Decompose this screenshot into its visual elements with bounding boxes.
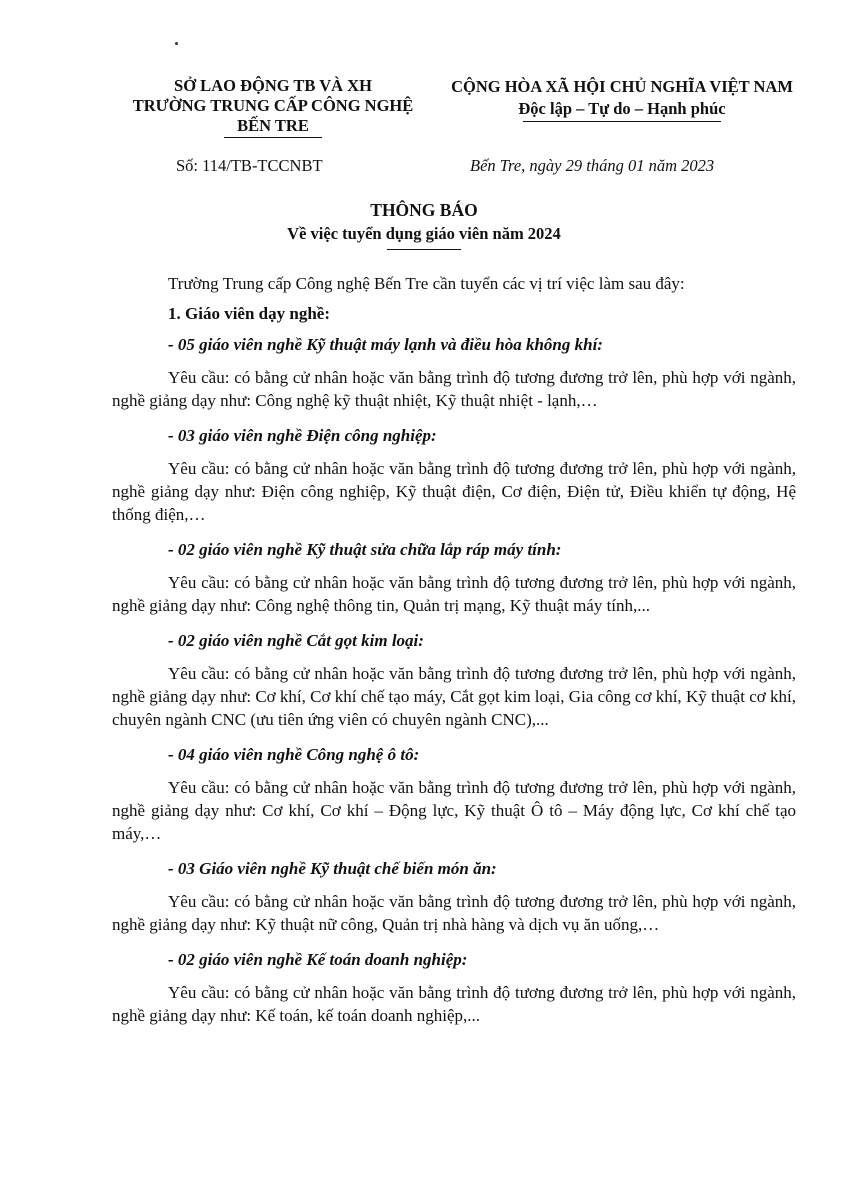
position-requirement: Yêu cầu: có bằng cử nhân hoặc văn bằng trình độ tương đương trở lên, phù hợp với ngành, nghề giảng dạy như: Kế toán, kế toán doanh nghiệp,... <box>112 983 796 1025</box>
agency-line-3: BẾN TRE <box>237 116 309 135</box>
position-heading: - 03 Giáo viên nghề Kỹ thuật chế biến món ăn: <box>168 859 497 878</box>
section-heading: 1. Giáo viên dạy nghề: <box>168 304 330 323</box>
document-title-block <box>0 198 848 250</box>
position-requirement: Yêu cầu: có bằng cử nhân hoặc văn bằng trình độ tương đương trở lên, phù hợp với ngành, nghề giảng dạy như: Kỹ thuật nữ công, Quản trị nhà hàng và dịch vụ ăn uống,… <box>112 892 796 934</box>
position-heading: - 02 giáo viên nghề Kế toán doanh nghiệp: <box>168 950 468 969</box>
position-heading: - 02 giáo viên nghề Kỹ thuật sửa chữa lắp ráp máy tính: <box>168 540 562 559</box>
position-requirement: Yêu cầu: có bằng cử nhân hoặc văn bằng trình độ tương đương trở lên, phù hợp với ngành, nghề giảng dạy như: Cơ khí, Cơ khí chế tạo máy, Cắt gọt kim loại, Gia công cơ khí, Kỹ thuật cơ khí, chuyên ngành CNC (ưu tiên ứng viên có chuyên ngành CNC),... <box>112 664 796 729</box>
document-subtitle: Về việc tuyển dụng giáo viên năm 2024 <box>287 224 561 243</box>
motto-underline <box>523 121 721 122</box>
title-underline <box>387 249 461 250</box>
agency-line-2: TRƯỜNG TRUNG CẤP CÔNG NGHỆ <box>132 96 414 115</box>
national-title: CỘNG HÒA XÃ HỘI CHỦ NGHĨA VIỆT NAM <box>451 77 793 96</box>
document-number: Số: 114/TB-TCCNBT <box>176 156 323 175</box>
agency-underline <box>224 137 322 138</box>
position-heading: - 02 giáo viên nghề Cắt gọt kim loại: <box>168 631 424 650</box>
intro-paragraph: Trường Trung cấp Công nghệ Bến Tre cần tuyển các vị trí việc làm sau đây: <box>168 274 685 293</box>
national-motto: Độc lập – Tự do – Hạnh phúc <box>518 99 726 118</box>
position-requirement: Yêu cầu: có bằng cử nhân hoặc văn bằng trình độ tương đương trở lên, phù hợp với ngành, nghề giảng dạy như: Cơ khí, Cơ khí – Động lực, Kỹ thuật Ô tô – Máy động lực, Cơ khí chế tạo máy,… <box>112 778 796 843</box>
position-requirement: Yêu cầu: có bằng cử nhân hoặc văn bằng trình độ tương đương trở lên, phù hợp với ngành, nghề giảng dạy như: Điện công nghiệp, Kỹ thuật điện, Cơ điện, Điện tử, Điều khiển tự động, Hệ thống điện,… <box>112 459 796 524</box>
position-requirement: Yêu cầu: có bằng cử nhân hoặc văn bằng trình độ tương đương trở lên, phù hợp với ngành, nghề giảng dạy như: Công nghệ kỹ thuật nhiệt, Kỹ thuật nhiệt - lạnh,… <box>112 368 796 410</box>
position-requirement: Yêu cầu: có bằng cử nhân hoặc văn bằng trình độ tương đương trở lên, phù hợp với ngành, nghề giảng dạy như: Công nghệ thông tin, Quản trị mạng, Kỹ thuật máy tính,... <box>112 573 796 615</box>
document-body <box>112 272 796 1039</box>
position-heading: - 05 giáo viên nghề Kỹ thuật máy lạnh và điều hòa không khí: <box>168 335 603 354</box>
document-date: Bến Tre, ngày 29 tháng 01 năm 2023 <box>470 156 715 175</box>
issuing-agency-header <box>108 76 438 138</box>
scan-speck <box>175 42 178 45</box>
agency-line-1: SỞ LAO ĐỘNG TB VÀ XH <box>174 76 372 95</box>
position-heading: - 03 giáo viên nghề Điện công nghiệp: <box>168 426 437 445</box>
position-heading: - 04 giáo viên nghề Công nghệ ô tô: <box>168 745 420 764</box>
document-title: THÔNG BÁO <box>370 200 478 220</box>
national-header <box>432 76 812 122</box>
